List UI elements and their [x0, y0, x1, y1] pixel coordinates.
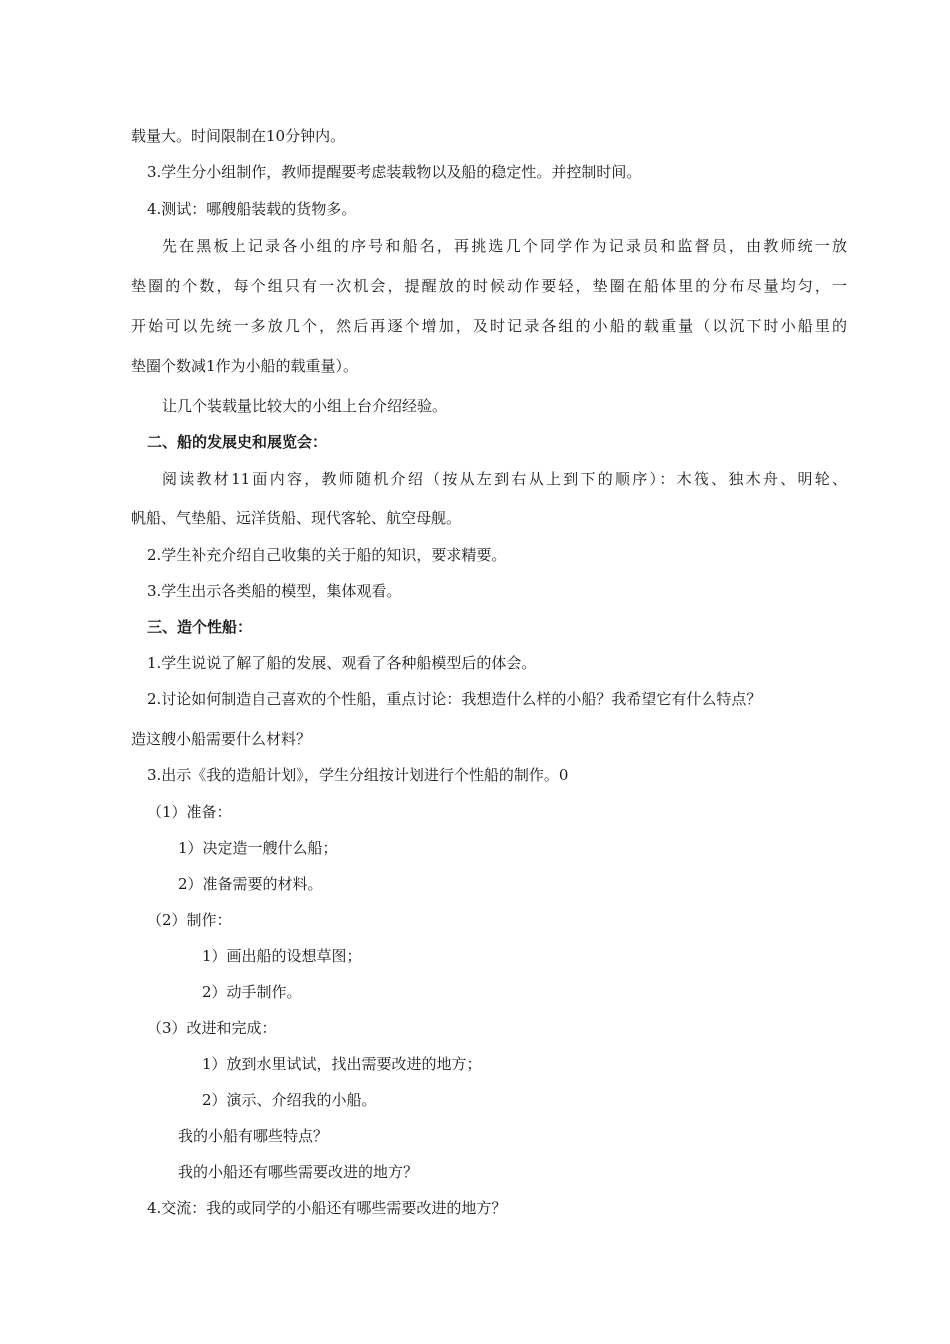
paragraph-line: 阅读教材11面内容，教师随机介绍（按从左到右从上到下的顺序）：木筏、独木舟、明轮、	[162, 470, 847, 488]
text-line: 我的小船还有哪些需要改进的地方？	[178, 1163, 419, 1181]
list-item: 1）放到水里试试，找出需要改进的地方；	[202, 1055, 482, 1073]
text-line: 3.学生分小组制作，教师提醒要考虑装载物以及船的稳定性。并控制时间。	[147, 163, 642, 181]
paragraph-line: 先在黑板上记录各小组的序号和船名，再挑选几个同学作为记录员和监督员，由教师统一放	[162, 237, 847, 255]
text-line: 帆船、气垫船、远洋货船、现代客轮、航空母舰。	[131, 509, 462, 527]
text-line: 垫圈个数减1作为小船的载重量）。	[131, 357, 359, 375]
text-line: 4.交流：我的或同学的小船还有哪些需要改进的地方？	[147, 1199, 507, 1217]
text-line: 2.学生补充介绍自己收集的关于船的知识，要求精要。	[147, 546, 507, 564]
section-heading: 二、船的发展史和展览会：	[147, 433, 328, 451]
text-line: 3.学生出示各类船的模型，集体观看。	[147, 582, 402, 600]
text-line: 载量大。时间限制在10分钟内。	[131, 127, 346, 145]
list-item: 2）动手制作。	[202, 983, 302, 1001]
list-item: （1）准备：	[147, 803, 232, 821]
text-line: 让几个装载量比较大的小组上台介绍经验。	[162, 397, 448, 415]
list-item: 2）演示、介绍我的小船。	[202, 1091, 377, 1109]
text-line: 1.学生说说了解了船的发展、观看了各种船模型后的体会。	[147, 654, 537, 672]
list-item: 1）画出船的设想草图；	[202, 947, 362, 965]
text-line: 4.测试：哪艘船装载的货物多。	[147, 200, 357, 218]
list-item: 1）决定造一艘什么船；	[178, 839, 338, 857]
text-line: 造这艘小船需要什么材料？	[131, 730, 312, 748]
paragraph-line: 开始可以先统一多放几个，然后再逐个增加，及时记录各组的小船的载重量（以沉下时小船里的	[131, 317, 847, 335]
list-item: （3）改进和完成：	[147, 1019, 277, 1037]
list-item: （2）制作：	[147, 911, 232, 929]
section-heading: 三、造个性船：	[147, 618, 253, 636]
text-line: 3.出示《我的造船计划》，学生分组按计划进行个性船的制作。0	[147, 766, 569, 784]
list-item: 2）准备需要的材料。	[178, 875, 323, 893]
paragraph-line: 垫圈的个数，每个组只有一次机会，提醒放的时候动作要轻，垫圈在船体里的分布尽量均匀，一	[131, 277, 847, 295]
text-line: 2.讨论如何制造自己喜欢的个性船，重点讨论：我想造什么样的小船？我希望它有什么特点？	[147, 690, 762, 708]
text-line: 我的小船有哪些特点？	[178, 1127, 329, 1145]
